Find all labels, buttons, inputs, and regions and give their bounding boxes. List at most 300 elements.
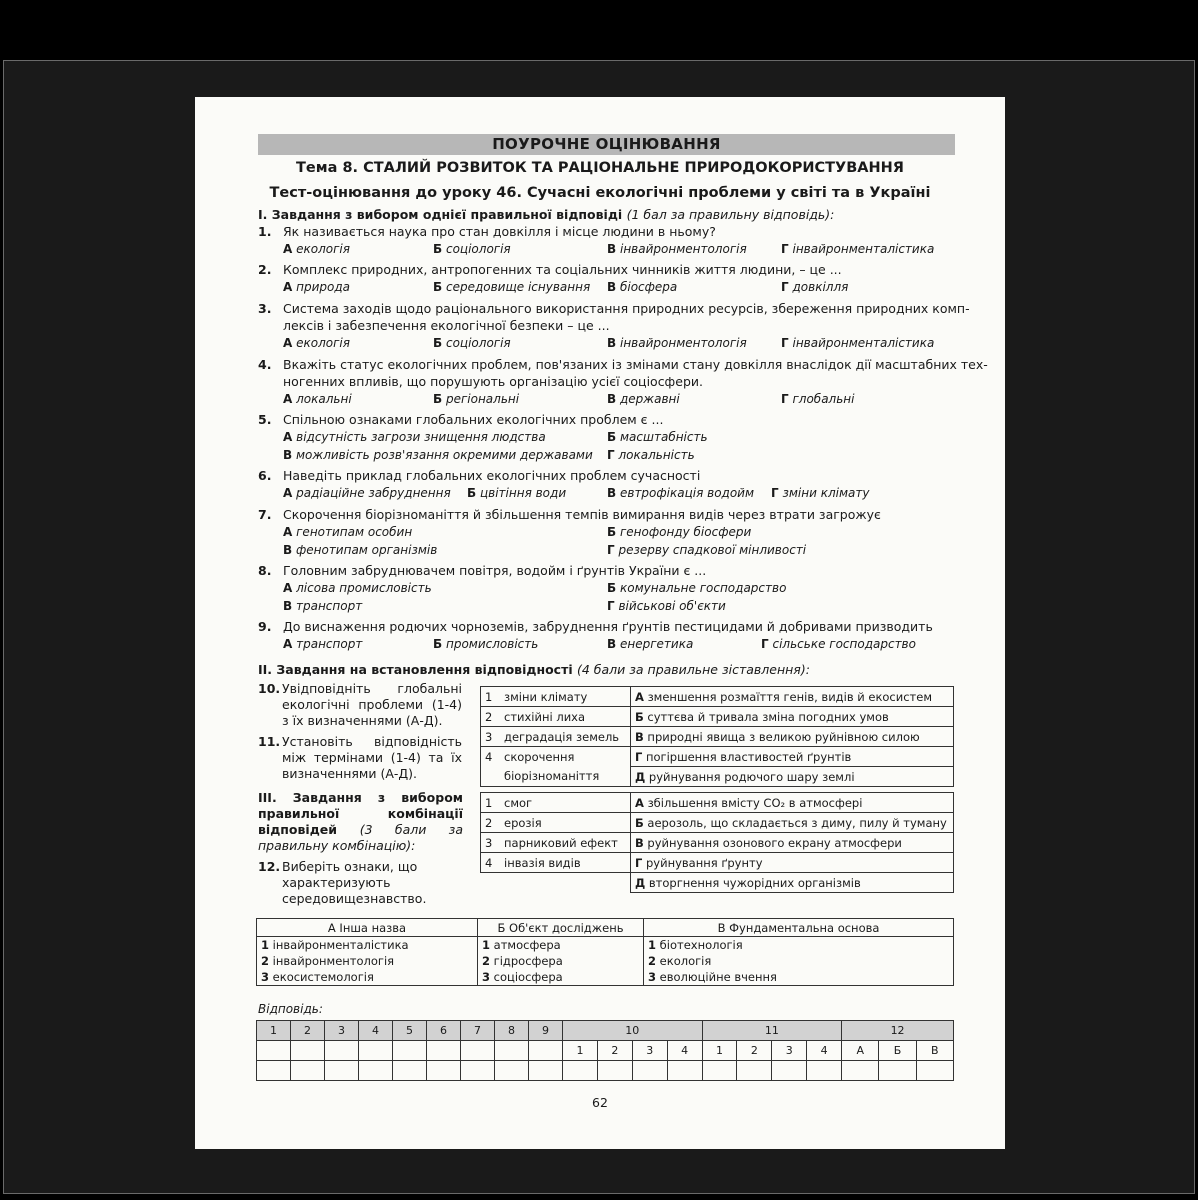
left-number: 3 (481, 727, 501, 747)
answer-cell[interactable] (291, 1061, 325, 1081)
question-number: 2. (258, 262, 272, 277)
definition-text: руйнування ґрунту (645, 855, 763, 870)
option-letter: А (283, 336, 293, 350)
answer-subcol: 3 (632, 1041, 667, 1061)
left-term: стихійні лиха (500, 707, 631, 727)
option-text: зміни клімату (782, 486, 870, 500)
cell-number: 3 (482, 970, 491, 984)
option-text: радіаційне забруднення (296, 486, 451, 500)
question-text: Головним забруднювачем повітря, водойм і ґрунтів України є ... (283, 563, 707, 578)
option-letter: Г (781, 242, 789, 256)
section-3-note: (3 бали за правильну комбінацію): (258, 822, 463, 853)
answer-option (283, 581, 432, 595)
question-number: 7. (258, 507, 272, 522)
match-row (481, 707, 954, 727)
cell-number: 1 (648, 938, 657, 952)
option-letter: Б (433, 392, 443, 406)
definition-text: природні явища з великою руйнівною силою (647, 729, 920, 744)
definition-text: суттєва й тривала зміна погодних умов (647, 709, 889, 724)
answer-cell[interactable] (529, 1041, 563, 1061)
option-letter: Г (781, 392, 789, 406)
option-letter: Б (433, 637, 443, 651)
option-letter: Б (467, 486, 477, 500)
option-text: відсутність загрози знищення людства (296, 430, 546, 444)
combination-cell (478, 969, 644, 986)
answer-cell[interactable] (772, 1061, 807, 1081)
answer-option (283, 543, 437, 557)
option-text: евтрофікація водойм (619, 486, 755, 500)
option-text: локальність (618, 448, 695, 462)
left-term (500, 873, 631, 893)
topic-title: Тема 8. СТАЛИЙ РОЗВИТОК ТА РАЦІОНАЛЬНЕ ПРИРОДОКОРИСТУВАННЯ (296, 160, 904, 176)
answer-cell[interactable] (842, 1061, 879, 1081)
answer-cell[interactable] (393, 1061, 427, 1081)
option-text: енергетика (619, 637, 694, 651)
combination-cell (257, 969, 478, 986)
option-text: генофонду біосфери (619, 525, 752, 539)
answer-subcol: А (842, 1041, 879, 1061)
definition-letter: Б (635, 709, 644, 724)
cell-number: 1 (482, 938, 491, 952)
question-text: лексів і забезпечення екологічної безпеки – це ... (283, 318, 610, 333)
section-3-heading (258, 790, 463, 854)
option-letter: Б (607, 430, 617, 444)
answer-cell[interactable] (879, 1061, 916, 1081)
answer-option (607, 599, 726, 613)
right-definition (631, 873, 954, 893)
answer-option (283, 486, 451, 500)
right-definition (631, 853, 954, 873)
right-definition (631, 707, 954, 727)
option-text: природа (296, 280, 350, 294)
answer-option (283, 637, 362, 651)
option-letter: Г (781, 280, 789, 294)
option-letter: Б (433, 336, 443, 350)
answer-option (607, 336, 747, 350)
match-table-q10 (480, 686, 954, 787)
match-row (481, 813, 954, 833)
left-number: 4 (481, 747, 501, 767)
option-letter: Г (607, 448, 615, 462)
definition-text: погіршення властивостей ґрунтів (645, 749, 852, 764)
option-text: масштабність (619, 430, 708, 444)
match-row (481, 873, 954, 893)
match-row (481, 767, 954, 787)
definition-letter: Г (635, 855, 643, 870)
match-row (481, 727, 954, 747)
q10-number: 10. (258, 681, 281, 696)
left-term: зміни клімату (500, 687, 631, 707)
cell-text: атмосфера (493, 938, 561, 952)
definition-letter: А (635, 689, 644, 704)
option-letter: А (283, 486, 293, 500)
option-text: середовище існування (445, 280, 591, 294)
option-text: глобальні (792, 392, 855, 406)
option-letter: Б (433, 280, 443, 294)
question-number: 4. (258, 357, 272, 372)
answer-cell[interactable] (325, 1061, 359, 1081)
section-1-title: I. Завдання з вибором однієї правильної відповіді (258, 207, 623, 222)
answer-subcol: В (916, 1041, 953, 1061)
answer-option (467, 486, 566, 500)
option-text: регіональні (445, 392, 520, 406)
answer-subcol: 2 (597, 1041, 632, 1061)
answer-option (607, 486, 754, 500)
combination-cell (257, 937, 478, 954)
definition-letter: А (635, 795, 644, 810)
option-text: можливість розв'язання окремими державами (295, 448, 593, 462)
option-text: екологія (296, 242, 350, 256)
option-text: довкілля (792, 280, 849, 294)
definition-text: збільшення вмісту CO₂ в атмосфері (647, 795, 863, 810)
option-text: інвайронменталістика (792, 336, 935, 350)
section-3-title: III. Завдання з вибором правильної комбінації відповідей (258, 790, 463, 837)
cell-number: 2 (648, 954, 657, 968)
answer-subcol: Б (879, 1041, 916, 1061)
option-text: біосфера (619, 280, 678, 294)
left-term: смог (500, 793, 631, 813)
answer-grid-input-row (257, 1061, 954, 1081)
left-number (481, 767, 501, 787)
option-text: транспорт (295, 599, 363, 613)
right-definition (631, 747, 954, 767)
answer-cell[interactable] (563, 1061, 598, 1081)
cell-text: еволюційне вчення (659, 970, 777, 984)
definition-letter: В (635, 835, 644, 850)
answer-subcol: 1 (563, 1041, 598, 1061)
option-letter: А (283, 525, 293, 539)
question-text: Скорочення біорізноманіття й збільшення темпів вимирання видів через втрати загрожує (283, 507, 881, 522)
definition-text: аерозоль, що складається з диму, пилу й туману (647, 815, 947, 830)
answer-option (433, 280, 590, 294)
option-text: сільське господарство (772, 637, 916, 651)
option-letter: А (283, 242, 293, 256)
cell-number: 3 (648, 970, 657, 984)
option-text: військові об'єкти (618, 599, 726, 613)
option-text: цвітіння води (479, 486, 567, 500)
definition-text: руйнування озонового екрану атмосфери (647, 835, 902, 850)
combination-row (257, 937, 954, 954)
q11-number: 11. (258, 734, 281, 749)
option-letter: А (283, 637, 293, 651)
answer-option (781, 336, 934, 350)
answer-option (433, 242, 511, 256)
answer-cell[interactable] (427, 1061, 461, 1081)
q10-text: Увідповідніть глобальні екологічні проблеми (1-4) з їх визначеннями (А-Д). (282, 681, 462, 728)
option-letter: В (607, 637, 617, 651)
answer-option (433, 637, 538, 651)
combination-cell (478, 953, 644, 969)
answer-option (607, 581, 786, 595)
answer-option (283, 525, 412, 539)
option-letter: В (283, 543, 293, 557)
option-text: фенотипам організмів (295, 543, 438, 557)
option-letter: В (607, 486, 617, 500)
answer-label: Відповідь: (258, 1002, 323, 1016)
question-number: 8. (258, 563, 272, 578)
left-term: ерозія (500, 813, 631, 833)
option-letter: В (607, 336, 617, 350)
cell-number: 2 (261, 954, 270, 968)
answer-option (433, 336, 511, 350)
banner: ПОУРОЧНЕ ОЦІНЮВАННЯ (258, 134, 955, 155)
answer-subcol: 3 (772, 1041, 807, 1061)
answer-cell[interactable] (529, 1061, 563, 1081)
left-number: 4 (481, 853, 501, 873)
answer-cell[interactable] (359, 1061, 393, 1081)
answer-cell[interactable] (737, 1061, 772, 1081)
cell-number: 2 (482, 954, 491, 968)
option-letter: А (283, 430, 293, 444)
match-table-q11 (480, 792, 954, 893)
definition-text: вторгнення чужорідних організмів (648, 875, 861, 890)
option-letter: В (607, 280, 617, 294)
q12-number: 12. (258, 859, 281, 874)
cell-text: інвайронментологія (272, 954, 395, 968)
question-text: Вкажіть статус екологічних проблем, пов'язаних із змінами стану довкілля внаслідок дії масштабних тех- (283, 357, 988, 372)
answer-option (607, 242, 747, 256)
option-letter: Г (771, 486, 779, 500)
left-number: 1 (481, 687, 501, 707)
workbook-page (195, 97, 1005, 1149)
cell-text: екологія (659, 954, 712, 968)
cell-number: 1 (261, 938, 270, 952)
combination-cell (644, 953, 954, 969)
answer-cell[interactable] (461, 1041, 495, 1061)
option-letter: Г (781, 336, 789, 350)
answer-option (283, 242, 350, 256)
combination-cell (257, 953, 478, 969)
section-2-note: (4 бали за правильне зіставлення): (576, 662, 810, 677)
definition-text: зменшення розмаїття генів, видів й екосистем (647, 689, 933, 704)
answer-group-11: 11 (702, 1021, 842, 1041)
question-number: 1. (258, 224, 272, 239)
definition-letter: Д (635, 875, 646, 890)
answer-option (283, 430, 546, 444)
option-text: екологія (296, 336, 350, 350)
match-row (481, 747, 954, 767)
answer-option (771, 486, 869, 500)
col-c-header: В Фундаментальна основа (644, 919, 954, 937)
left-term: парниковий ефект (500, 833, 631, 853)
option-text: інвайронментологія (619, 336, 747, 350)
answer-number: 3 (325, 1021, 359, 1041)
answer-grid (256, 1020, 954, 1081)
answer-option (283, 392, 352, 406)
right-definition (631, 687, 954, 707)
question-text: Комплекс природних, антропогенних та соціальних чинників життя людини, – це ... (283, 262, 842, 277)
left-number (481, 873, 501, 893)
left-number: 2 (481, 813, 501, 833)
col-a-header: А Інша назва (257, 919, 478, 937)
definition-letter: В (635, 729, 644, 744)
q11-text: Установіть відповідність між термінами (1-4) та їх визначеннями (А-Д). (282, 734, 462, 781)
combination-cell (644, 969, 954, 986)
answer-option (283, 280, 350, 294)
answer-option (607, 525, 751, 539)
option-letter: В (607, 242, 617, 256)
answer-cell[interactable] (393, 1041, 427, 1061)
answer-option (781, 392, 854, 406)
left-term: скорочення (500, 747, 631, 767)
question-text: Спільною ознаками глобальних екологічних проблем є ... (283, 412, 664, 427)
answer-option (283, 599, 362, 613)
right-definition (631, 813, 954, 833)
answer-option (607, 280, 677, 294)
right-definition (631, 767, 954, 787)
answer-group-10: 10 (563, 1021, 703, 1041)
answer-option (607, 448, 695, 462)
left-number: 2 (481, 707, 501, 727)
right-definition (631, 727, 954, 747)
cell-text: екосистемологія (272, 970, 374, 984)
answer-cell[interactable] (807, 1061, 842, 1081)
answer-cell[interactable] (257, 1041, 291, 1061)
option-letter: Г (761, 637, 769, 651)
answer-cell[interactable] (461, 1061, 495, 1081)
question-text: Як називається наука про стан довкілля і місце людини в ньому? (283, 224, 716, 239)
question-text: До виснаження родючих чорноземів, забруднення ґрунтів пестицидами й добривами призводить (283, 619, 933, 634)
option-text: інвайронменталістика (792, 242, 935, 256)
cell-text: гідросфера (493, 954, 563, 968)
left-number: 3 (481, 833, 501, 853)
section-2-title: II. Завдання на встановлення відповідності (258, 662, 573, 677)
answer-number: 6 (427, 1021, 461, 1041)
answer-cell[interactable] (427, 1041, 461, 1061)
answer-option (283, 336, 350, 350)
option-letter: А (283, 280, 293, 294)
q12-text: Виберіть ознаки, що характеризують середовищезнавство. (282, 859, 427, 906)
answer-option (607, 543, 806, 557)
answer-option (761, 637, 916, 651)
option-letter: А (283, 392, 293, 406)
option-letter: Б (433, 242, 443, 256)
definition-letter: Д (635, 769, 646, 784)
left-term: інвазія видів (500, 853, 631, 873)
option-text: резерву спадкової мінливості (618, 543, 807, 557)
cell-text: інвайронменталістика (272, 938, 409, 952)
question-text: ногенних впливів, що порушують організацію усієї соціосфери. (283, 374, 703, 389)
match-row (481, 853, 954, 873)
answer-number: 4 (359, 1021, 393, 1041)
question-number: 5. (258, 412, 272, 427)
answer-number: 1 (257, 1021, 291, 1041)
answer-grid-header (257, 1021, 954, 1041)
section-1-note: (1 бал за правильну відповідь): (626, 207, 835, 222)
combination-table-q12 (256, 918, 954, 986)
question-number: 3. (258, 301, 272, 316)
left-number: 1 (481, 793, 501, 813)
left-term: біорізноманіття (500, 767, 631, 787)
combination-cell (644, 937, 954, 954)
combination-row (257, 953, 954, 969)
answer-option (781, 242, 934, 256)
answer-subcol: 4 (807, 1041, 842, 1061)
answer-cell[interactable] (495, 1061, 529, 1081)
option-letter: В (283, 599, 293, 613)
answer-cell[interactable] (632, 1061, 667, 1081)
match-row (481, 833, 954, 853)
answer-number: 5 (393, 1021, 427, 1041)
section-1-heading (258, 207, 834, 222)
option-text: транспорт (296, 637, 363, 651)
match-row (481, 793, 954, 813)
question-text: Система заходів щодо раціонального використання природних ресурсів, збереження природних комп- (283, 301, 970, 316)
test-title: Тест-оцінювання до уроку 46. Сучасні екологічні проблеми у світі та в Україні (269, 185, 931, 201)
option-letter: Г (607, 599, 615, 613)
option-text: соціологія (445, 336, 511, 350)
answer-number: 9 (529, 1021, 563, 1041)
option-text: локальні (296, 392, 352, 406)
option-text: державні (619, 392, 680, 406)
option-letter: В (607, 392, 617, 406)
option-text: генотипам особин (296, 525, 413, 539)
combination-cell (478, 937, 644, 954)
answer-number: 2 (291, 1021, 325, 1041)
answer-cell[interactable] (916, 1061, 953, 1081)
option-text: соціологія (445, 242, 511, 256)
answer-cell[interactable] (495, 1041, 529, 1061)
answer-cell[interactable] (257, 1061, 291, 1081)
option-text: комунальне господарство (619, 581, 787, 595)
option-letter: Б (607, 525, 617, 539)
question-number: 6. (258, 468, 272, 483)
answer-cell[interactable] (325, 1041, 359, 1061)
answer-cell[interactable] (359, 1041, 393, 1061)
option-text: промисловість (445, 637, 539, 651)
cell-text: соціосфера (493, 970, 563, 984)
option-text: інвайронментологія (619, 242, 747, 256)
answer-subcol: 1 (702, 1041, 737, 1061)
definition-letter: Г (635, 749, 643, 764)
answer-cell[interactable] (291, 1041, 325, 1061)
left-term: деградація земель (500, 727, 631, 747)
answer-option (433, 392, 519, 406)
answer-subcol: 2 (737, 1041, 772, 1061)
answer-option (607, 392, 680, 406)
definition-text: руйнування родючого шару землі (648, 769, 855, 784)
answer-option (781, 280, 848, 294)
match-row (481, 687, 954, 707)
question-text: Наведіть приклад глобальних екологічних проблем сучасності (283, 468, 701, 483)
answer-cell[interactable] (597, 1061, 632, 1081)
option-letter: А (283, 581, 293, 595)
section-2-heading (258, 662, 810, 677)
answer-cell[interactable] (667, 1061, 702, 1081)
answer-option (607, 430, 708, 444)
option-text: лісова промисловість (296, 581, 432, 595)
cell-text: біотехнологія (659, 938, 743, 952)
definition-letter: Б (635, 815, 644, 830)
question-number: 9. (258, 619, 272, 634)
right-definition (631, 833, 954, 853)
answer-option (283, 448, 593, 462)
combination-row (257, 969, 954, 986)
answer-option (607, 637, 693, 651)
answer-grid-subheader (257, 1041, 954, 1061)
option-letter: Г (607, 543, 615, 557)
answer-subcol: 4 (667, 1041, 702, 1061)
page-number: 62 (592, 1095, 608, 1110)
right-definition (631, 793, 954, 813)
answer-cell[interactable] (702, 1061, 737, 1081)
option-letter: Б (607, 581, 617, 595)
answer-group-12: 12 (842, 1021, 954, 1041)
answer-number: 8 (495, 1021, 529, 1041)
col-b-header: Б Об'єкт досліджень (478, 919, 644, 937)
answer-number: 7 (461, 1021, 495, 1041)
cell-number: 3 (261, 970, 270, 984)
